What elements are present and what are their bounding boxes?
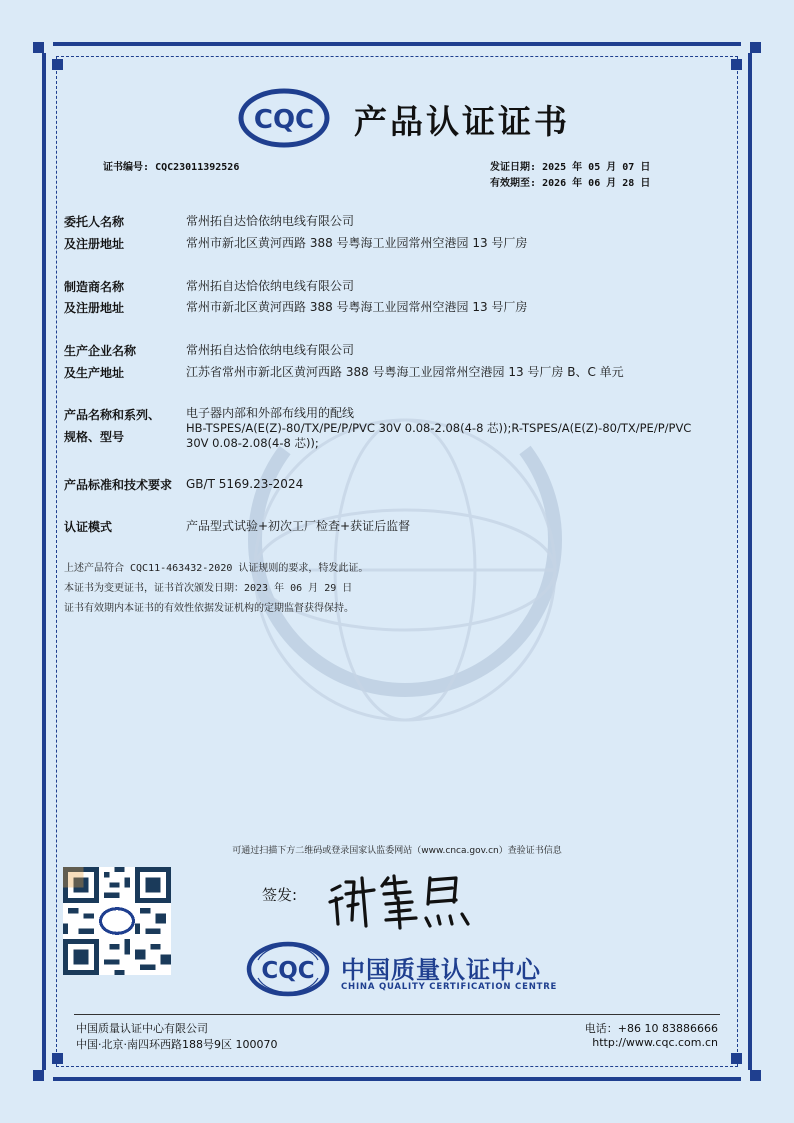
footer-phone: 电话：+86 10 83886666 (584, 1022, 718, 1035)
footer-company: 中国质量认证中心有限公司 (76, 1022, 208, 1035)
product-line-1: 电子器内部和外部布线用的配线 (186, 406, 355, 420)
product-label-1: 产品名称和系列、 (64, 408, 161, 422)
qr-code-icon[interactable] (63, 867, 171, 975)
cert-number-label: 证书编号: (103, 162, 150, 173)
statement-line: 证书有效期内本证书的有效性依据发证机构的定期监督获得保持。 (64, 603, 354, 614)
expiry-date-row (490, 174, 650, 189)
footer-website-link[interactable]: http://www.cqc.com.cn (592, 1036, 718, 1049)
verify-instructions: 可通过扫描下方二维码或登录国家认监委网站（www.cnca.gov.cn）查验证书信息 (232, 846, 562, 856)
product-label-2: 规格、型号 (64, 430, 125, 444)
statement-line: 上述产品符合 CQC11-463432-2020 认证规则的要求，特发此证。 (64, 563, 369, 574)
cert-mode-value: 产品型式试验+初次工厂检查+获证后监督 (186, 519, 411, 533)
footer-address: 中国·北京·南四环西路188号9区 100070 (76, 1038, 278, 1051)
cert-mode-label: 认证模式 (64, 520, 113, 534)
expiry-date: 2026 年 06 月 28 日 (542, 178, 651, 189)
maker-name-label: 制造商名称 (64, 280, 125, 294)
product-line-2: HB-TSPES/A(E(Z)-80/TX/PE/P/PVC 30V 0.08-2.08(4-8 芯));R-TSPES/A(E(Z)-80/TX/PE/P/PVC (186, 421, 692, 435)
corner-ornament (52, 59, 63, 70)
client-address-label: 及注册地址 (64, 237, 125, 251)
corner-ornament (731, 59, 742, 70)
certificate-title: 产品认证证书 (354, 102, 570, 141)
issue-date: 2025 年 05 月 07 日 (542, 162, 651, 173)
maker-address-label: 及注册地址 (64, 301, 125, 315)
corner-ornament (52, 1053, 63, 1064)
corner-ornament (750, 42, 761, 53)
svg-text:CQC: CQC (253, 105, 315, 135)
footer-divider (74, 1014, 720, 1015)
corner-ornament (731, 1053, 742, 1064)
factory-address: 江苏省常州市新北区黄河西路 388 号粤海工业园常州空港园 13 号厂房 B、C 单元 (186, 365, 624, 379)
client-name-label: 委托人名称 (64, 215, 125, 229)
statement-line: 本证书为变更证书，证书首次颁发日期：2023 年 06 月 29 日 (64, 583, 353, 594)
client-name: 常州拓自达恰依纳电线有限公司 (186, 214, 355, 228)
standard-value: GB/T 5169.23-2024 (186, 477, 304, 491)
svg-text:CQC: CQC (261, 958, 315, 984)
org-name-chinese: 中国质量认证中心 (341, 956, 541, 984)
corner-ornament (33, 42, 44, 53)
corner-ornament (750, 1070, 761, 1081)
cqc-org-logo-icon (246, 940, 330, 998)
cert-number: CQC23011392526 (155, 162, 240, 173)
standard-label: 产品标准和技术要求 (64, 478, 173, 492)
expiry-date-label: 有效期至: (490, 178, 537, 189)
corner-ornament (33, 1070, 44, 1081)
product-line-3: 30V 0.08-2.08(4-8 芯)); (186, 436, 319, 450)
signature-image (326, 868, 486, 932)
issue-date-label: 发证日期: (490, 162, 537, 173)
signer-label: 签发: (262, 886, 298, 904)
issue-date-row (490, 158, 650, 173)
factory-name: 常州拓自达恰依纳电线有限公司 (186, 343, 355, 357)
org-name-english: CHINA QUALITY CERTIFICATION CENTRE (341, 982, 558, 992)
cert-number-row (103, 158, 239, 173)
client-address: 常州市新北区黄河西路 388 号粤海工业园常州空港园 13 号厂房 (186, 236, 528, 250)
factory-name-label: 生产企业名称 (64, 344, 137, 358)
maker-address: 常州市新北区黄河西路 388 号粤海工业园常州空港园 13 号厂房 (186, 300, 528, 314)
factory-address-label: 及生产地址 (64, 366, 125, 380)
cqc-logo-icon (238, 88, 330, 148)
maker-name: 常州拓自达恰依纳电线有限公司 (186, 279, 355, 293)
